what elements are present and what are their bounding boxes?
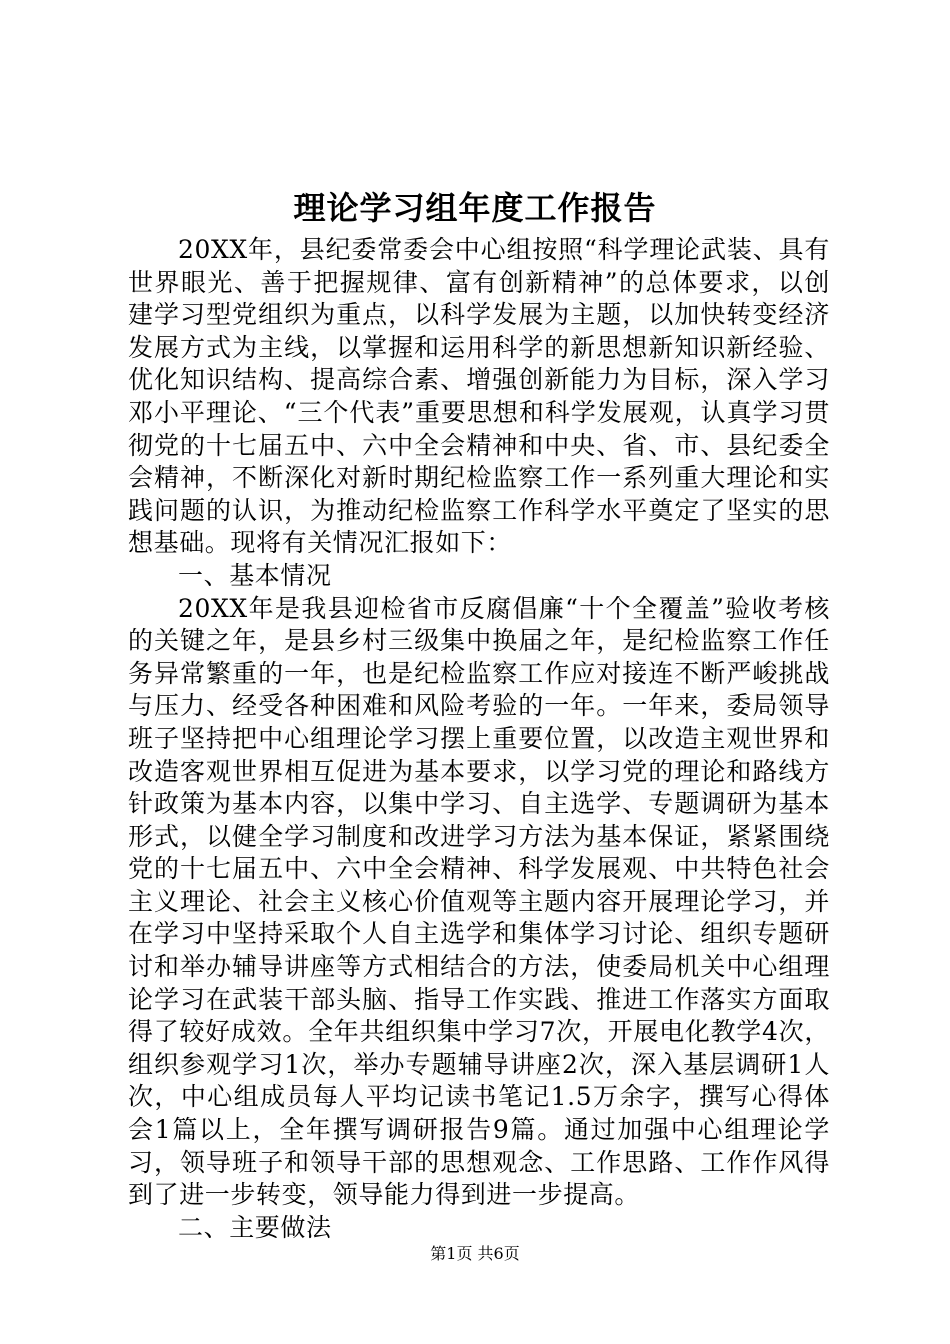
document-title: 理论学习组年度工作报告 bbox=[293, 189, 657, 227]
basic-situation-paragraph: 20XX年是我县迎检省市反腐倡廉“十个全覆盖”验收考核的关键之年，是县乡村三级集中换届之年，是纪检监察工作任务异常繁重的一年，也是纪检监察工作应对接连不断严峻挑战与压力、经受各种困难和风险考验的一年。一年来，委局领导班子坚持把中心组理论学习摆上重要位置，以改造主观世界和改造客观世界相互促进为基本要求，以学习党的理论和路线方针政策为基本内容，以集中学习、自主选学、专题调研为基本形式，以健全学习制度和改进学习方法为基本保证，紧紧围绕党的十七届五中、六中全会精神、科学发展观、中共特色社会主义理论、社会主义核心价值观等主题内容开展理论学习，并在学习中坚持采取个人自主选学和集体学习讨论、组织专题研讨和举办辅导讲座等方式相结合的方法，使委局机关中心组理论学习在武装干部头脑、指导工作实践、推进工作落实方面取得了较好成效。全年共组织集中学习7次，开展电化教学4次，组织参观学习1次，举办专题辅导讲座2次，深入基层调研1人次，中心组成员每人平均记读书笔记1.5万余字，撰写心得体会1篇以上，全年撰写调研报告9篇。通过加强中心组理论学习，领导班子和领导干部的思想观念、工作思路、工作作风得到了进一步转变，领导能力得到进一步提高。 bbox=[128, 593, 830, 1210]
page-number-indicator: 第1页 共6页 bbox=[430, 1244, 520, 1263]
section-heading-main-practices: 二、主要做法 bbox=[178, 1212, 332, 1242]
page-footer bbox=[0, 1243, 950, 1265]
document-body bbox=[128, 234, 830, 1244]
intro-paragraph: 20XX年，县纪委常委会中心组按照“科学理论武装、具有世界眼光、善于把握规律、富有创新精神”的总体要求，以创建学习型党组织为重点，以科学发展为主题，以加快转变经济发展方式为主线，以掌握和运用科学的新思想新知识新经验、优化知识结构、提高综合素、增强创新能力为目标，深入学习邓小平理论、“三个代表”重要思想和科学发展观，认真学习贯彻党的十七届五中、六中全会精神和中央、省、市、县纪委全会精神，不断深化对新时期纪检监察工作一系列重大理论和实践问题的认识，为推动纪检监察工作科学水平奠定了坚实的思想基础。现将有关情况汇报如下： bbox=[128, 235, 830, 558]
section-heading-basic-situation: 一、基本情况 bbox=[178, 560, 332, 590]
